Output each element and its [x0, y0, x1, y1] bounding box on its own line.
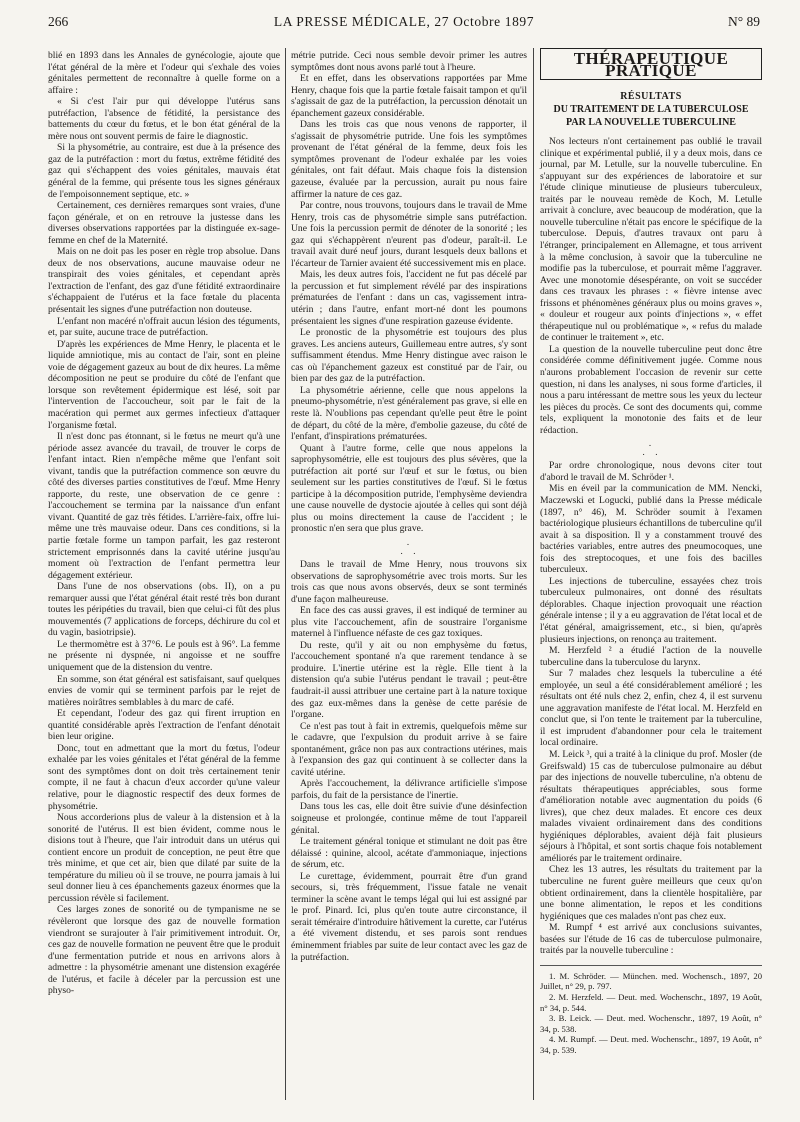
paragraph: Mis en éveil par la communication de MM. Nencki, Maczewski et Logucki, publié dans la Presse médicale (1897, n° 46), M. Schröder soumit à l'examen bactériologique plusieurs échantillons de tuberculine qu'il avait à sa disposition. Il y a constamment trouvé des bactéries variables, entre autres des pneumocoques, une fois des streptocoques, et une fois des bacilles tuberculeux. [540, 483, 762, 576]
footnotes [540, 965, 762, 1056]
paragraph: Le thermomètre est à 37°6. Le pouls est à 96°. La femme ne présente ni dyspnée, ni angoisse et ne souffre uniquement que de la distension du ventre. [48, 638, 280, 673]
paragraph: Ces larges zones de sonorité ou de tympanisme ne se révèleront que lorsque des gaz de nouvelle formation viendront se surajouter à l'air primitivement introduit. Or, ces gaz de nouvelle formation ne peuvent être que le produit d'une fermentation putride et nous en arrivons alors à admettre : la physométrie amenant une distension exagérée de l'utérus, et facile à déceler par la percussion est une physo- [48, 904, 280, 997]
article-heading-line-2: DU TRAITEMENT DE LA TUBERCULOSE [553, 104, 749, 116]
article-heading [540, 90, 762, 129]
column-divider-2 [533, 48, 534, 1100]
paragraph: Nos lecteurs n'ont certainement pas oublié le travail clinique et expérimental publié, il y a deux mois, dans ce journal, par M. Letulle, sur la nouvelle tuberculine. En s'appuyant sur des expériences de laboratoire et sur l'étude clinique minutieuse de plusieurs tuberculeux, traités par le nouveau remède de Koch, M. Letulle arrivait à conclure, avec beaucoup de modération, que la nouvelle tuberculine n'était pas encore le spécifique de la tuberculose. Depuis, d'autres travaux ont paru à l'étranger, principalement en Allemagne, et tous arrivent à la même conclusion, à savoir que la tuberculine ne modifie pas la tuberculose, et pourrait même l'aggraver. Avec une monotomie désespérante, on voit se succéder dans ces travaux les phrases : « fièvre intense avec frissons et phénomènes généraux plus ou moins graves », « douleur et rougeur aux points d'injections », « effet thérapeutique nul ou problématique », « refus du malade de continuer le traitement », etc. [540, 136, 762, 344]
column-divider-1 [285, 48, 286, 1100]
article-heading-line-3: PAR LA NOUVELLE TUBERCULINE [566, 117, 736, 129]
paragraph: L'enfant non macéré n'offrait aucun lésion des téguments, et, par suite, aucune trace de putréfaction. [48, 315, 280, 339]
paragraph: Si la physométrie, au contraire, est due à la présence des gaz de la putréfaction : mort du fœtus, extrême fétidité des gaz qui s'échappent des voies génitales, mauvais état général de la femme, qui présente tous les signes généraux de l'empoisonnement septique, etc. » [48, 142, 280, 200]
paragraph: Sur 7 malades chez lesquels la tuberculine a été employée, un seul a été considérablement amélioré ; les résultats ont été nuls chez 2, enfin, chez 4, il est survenu une aggravation manifeste de l'état local. M. Herzfeld en conclut que, si l'on tente le traitement par la tuberculine, il est imprudent d'abandonner pour cela le traitement local ordinaire. [540, 668, 762, 749]
footnote: 3. B. Leick. — Deut. med. Wochenschr., 1897, 19 Août, n° 34, p. 538. [540, 1013, 762, 1034]
paragraph: Mais, les deux autres fois, l'accident ne fut pas décelé par la percussion et fut simplement révélé par des inspirations prématurées de l'enfant : dans un cas, vagissement intra-utérin ; dans l'autre, enfant mort-né dont les poumons présentaient les signes d'une respiration gazeuse évidente. [291, 269, 527, 327]
paragraph: Mais on ne doit pas les poser en règle trop absolue. Dans deux de nos observations, aucune mauvaise odeur ne transpirait des voies génitales, et cependant après l'extraction de l'enfant, des gaz d'une fétidité extraordinaire s'échappaient de l'utérus et la face fœtale du placenta présentait les signes d'une putréfaction non douteuse. [48, 246, 280, 316]
paragraph: En face des cas aussi graves, il est indiqué de terminer au plus vite l'accouchement, afin de soustraire l'organisme maternel à l'influence néfaste de ces gaz toxiques. [291, 605, 527, 640]
paragraph: Donc, tout en admettant que la mort du fœtus, l'odeur exhalée par les voies génitales et l'état général de la femme sont des symptômes dont on doit très certainement tenir compte, il ne faut à chacun d'eux accorder qu'une valeur relative, pour le diagnostic respectif des deux formes de physométrie. [48, 742, 280, 812]
page-header [48, 14, 760, 34]
paragraph: Dans tous les cas, elle doit être suivie d'une désinfection soigneuse et prolongée, continue même de tout l'appareil génital. [291, 801, 527, 836]
paragraph: Les injections de tuberculine, essayées chez trois tuberculeux pulmonaires, ont donné des résultats déplorables. Chaque injection provoquait une réaction générale intense ; il y a eu aggravation de l'état local et de l'état général, amaigrissement, etc., si bien, qu'après plusieurs injections, on renonça au traitement. [540, 575, 762, 645]
paragraph: Dans les trois cas que nous venons de rapporter, il s'agissait de physométrie putride. Une fois les symptômes provenant de l'état général de la femme, deux fois les symptômes provenant de l'odeur exhalée par les voies génitales, ont fait défaut. Mais chaque fois la distension gazeuse, évaluée par la percussion, aurait pu nous faire affirmer la nature de ces gaz. [291, 119, 527, 200]
paragraph: métrie putride. Ceci nous semble devoir primer les autres symptômes dont nous avons parlé tout à l'heure. [291, 50, 527, 73]
paragraph: Du reste, qu'il y ait ou non emphysème du fœtus, l'accouchement spontané n'a que rarement tendance à se produire. L'inertie utérine est la règle. Elle tient à la distension qu'a subie l'utérus pendant le travail ; peut-être faudrait-il aussi attribuer une certaine part à la nature toxique des gaz eux-mêmes dans la genèse de cette parésie de l'organe. [291, 639, 527, 721]
article-body [540, 136, 762, 957]
article-heading-line-1: RÉSULTATS [620, 91, 682, 103]
column-3 [540, 48, 762, 1056]
paragraph: blié en 1893 dans les Annales de gynécologie, ajoute que l'état général de la mère et l'odeur qui s'exhale des voies génitales permettent de reconnaître à quelle forme on a affaire : [48, 50, 280, 96]
paragraph: Le pronostic de la physométrie est toujours des plus graves. Les anciens auteurs, Guillemeau entre autres, s'y sont suffisamment étendus. Mme Henry distingue avec raison le cas où l'épanchement gazeux est constitué par de l'air, ou bien par des gaz de la putréfaction. [291, 327, 527, 385]
section-title: THÉRAPEUTIQUE PRATIQUE [573, 49, 729, 80]
paragraph: Ce n'est pas tout à fait in extremis, quelquefois même sur le cadavre, que l'expulsion du produit arrive à se faire spontanément, grâce non pas aux contractions utérines, mais à l'expansion des gaz qui continuent à se collecter dans la cavité utérine. [291, 720, 527, 778]
paragraph: Chez les 13 autres, les résultats du traitement par la tuberculine ne furent guère meilleurs que ceux qu'on obtient ordinairement, dans la clientèle hospitalière, par une bonne alimentation, le repos et les conditions hygiéniques que ces malades n'ont pas chez eux. [540, 864, 762, 922]
paragraph: « Si c'est l'air pur qui développe l'utérus sans putréfaction, l'absence de fétidité, la persistance des battements du cœur du fœtus, et le bon état général de la mère nous ont souvent permis de faire le diagnostic. [48, 96, 280, 142]
paragraph: M. Herzfeld ² a étudié l'action de la nouvelle tuberculine dans la tuberculose du larynx. [540, 645, 762, 668]
paragraph: En somme, son état général est satisfaisant, sauf quelques envies de vomir qui se terminent parfois par le rejet de matières noirâtres semblables à du marc de café. [48, 673, 280, 708]
paragraph: Quant à l'autre forme, celle que nous appelons la saprophysométrie, elle est toujours des plus sévères, que la putréfaction ait porté sur l'œuf et sur le fœtus, ou bien seulement sur les parties constitutives de l'œuf. Si le fœtus participe à la décomposition putride, l'emphysème deviendra une cause nouvelle de dystocie ajoutée à celles qui sont déjà plus ou moins directement la cause de l'accident ; le pronostic n'en sera que plus grave. [291, 442, 527, 535]
section-separator: . . . [642, 438, 660, 458]
paragraph: Et en effet, dans les observations rapportées par Mme Henry, chaque fois que la partie fœtale faisait tampon et qu'il s'agissait de gaz de la putréfaction, la percussion dénotait un épanchement gazeux considérable. [291, 73, 527, 119]
section-separator: . . . [400, 536, 418, 556]
paragraph: D'après les expériences de Mme Henry, le placenta et le liquide amniotique, mis au contact de l'air, sont en pleine voie de dégagement gazeux au bout de dix heures. La même décomposition ne peut se produire du côté de l'enfant que lorsque son revêtement épidermique est lésé, soit par l'intervention de l'accoucheur, soit par le fait de la macération qui permet aux germes infectieux d'attaquer l'organisme fœtal. [48, 338, 280, 431]
column-2 [291, 50, 527, 963]
page-number: 266 [48, 14, 69, 29]
footnote: 1. M. Schröder. — München. med. Wochensch., 1897, 20 Juillet, n° 29, p. 797. [540, 970, 762, 992]
paragraph: Dans le travail de Mme Henry, nous trouvons six observations de saprophysométrie avec trois morts. Sur les trois cas que nous avons observés, deux se sont terminés d'une façon malheureuse. [291, 558, 527, 605]
paragraph: La physométrie aérienne, celle que nous appelons la pneumo-physométrie, n'est généralement pas grave, si elle en reste là. N'oublions pas cependant qu'elle peut être le point de départ, du côté de la mère, d'embolie gazeuse, du côté de l'enfant, d'inspirations prématurées. [291, 384, 527, 443]
column-1 [48, 50, 280, 997]
paragraph: Le curettage, évidemment, pourrait être d'un grand secours, si, très fréquemment, l'issue fatale ne venait terminer la scène avant le temps légal qui lui est assigné par le prof. Pinard. Ici, plus qu'en toute autre circonstance, il serait téméraire d'introduire hâtivement la curette, car l'utérus a été vivement distendu, et ses parois sont rendues éminemment friables par suite de leur contact avec les gaz de la putréfaction. [291, 870, 527, 963]
paragraph: La question de la nouvelle tuberculine peut donc être considérée comme définitivement jugée. Comme nous n'aurons probablement l'occasion de revenir sur cette question, ni dans les analyses, ni sous forme d'articles, il nous a paru intéressant de mettre sous les yeux du lecteur les pièces du procès. Ce sont des documents qui, comme tels, expliquent la monotonie des faits et de leur rédaction. [540, 343, 762, 436]
paragraph: Certainement, ces dernières remarques sont vraies, d'une façon générale, et on en retrouve la justesse dans les diverses observations rapportées par la distinguée ex-sage-femme en chef de la Maternité. [48, 200, 280, 246]
paragraph: Après l'accouchement, la délivrance artificielle s'impose parfois, du fait de la persistance de l'inertie. [291, 778, 527, 801]
issue-number: N° 89 [727, 14, 760, 29]
footnote: 2. M. Herzfeld. — Deut. med. Wochenschr., 1897, 19 Août, n° 34, p. 544. [540, 992, 762, 1013]
paragraph: Dans l'une de nos observations (obs. II), on a pu remarquer aussi que l'état général était resté très bon durant toutes les péripéties du travail, bien que celui-ci fût des plus mouvementés (7 applications de forceps, déchirure du col et du vagin, basiotripsie). [48, 581, 280, 639]
paragraph: Le traitement général tonique et stimulant ne doit pas être délaissé : quinine, alcool, acétate d'ammoniaque, injections de sérum, etc. [291, 836, 527, 871]
paragraph: Nous accorderions plus de valeur à la distension et à la sonorité de l'utérus. Il est bien évident, comme nous le disions tout à l'heure, que l'air introduit dans un utérus qui contient encore un produit de conception, ne peut être que très minime, et que cet air, bien que dilaté par suite de la température du milieu où il se trouve, ne pourra jamais à lui seul donner lieu à ces épanchements gazeux énormes que la percussion révèle si facilement. [48, 812, 280, 904]
running-title: LA PRESSE MÉDICALE, 27 Octobre 1897 [273, 14, 535, 29]
paragraph: M. Rumpf ⁴ est arrivé aux conclusions suivantes, basées sur l'étude de 16 cas de tuberculose pulmonaire, traités par la nouvelle tuberculine : [540, 922, 762, 957]
footnote: 4. M. Rumpf. — Deut. med. Wochenschr., 1897, 19 Août, n° 34, p. 539. [540, 1034, 762, 1055]
section-header-box [540, 48, 762, 80]
paragraph: Il n'est donc pas étonnant, si le fœtus ne meurt qu'à une période assez avancée du travail, de trouver le corps de l'enfant intact. Rien n'empêche même que l'enfant soit vivant, tandis que la putréfaction commence son œuvre du côté des diverses parties constitutives de l'œuf. Mme Henry rapporte, du reste, une observation de ce genre : l'accouchement se termina par la naissance d'un enfant vivant. Quantité de gaz très fétides. L'arrière-faix, offre lui-même une très mauvaise odeur. Dans ces conditions, si la partie fœtale forme un tampon parfait, les gaz resteront strictement emprisonnés dans la cavité utérine jusqu'au moment où l'extraction de l'enfant permettra leur dégagement extérieur. [48, 431, 280, 581]
paragraph: Par contre, nous trouvons, toujours dans le travail de Mme Henry, trois cas de physométrie simple sans putréfaction. Une fois la percussion permit de dénoter de la sonorité ; les gaz qui s'échappèrent n'eurent pas d'odeur, paraît-il. Le travail avait duré neuf jours, durant lesquels deux ballons et l'écarteur de Tarnier avaient été successivement mis en place. [291, 200, 527, 269]
paragraph: Par ordre chronologique, nous devons citer tout d'abord le travail de M. Schröder ¹. [540, 460, 762, 483]
paragraph: Et cependant, l'odeur des gaz qui firent irruption en quantité considérable après l'extraction de l'enfant dénotait bien leur origine. [48, 708, 280, 743]
paragraph: M. Leick ³, qui a traité à la clinique du prof. Mosler (de Greifswald) 15 cas de tuberculose pulmonaire au début par des injections de nouvelle tuberculine, n'a obtenu de résultats thérapeutiques appréciables, sous forme d'amélioration notable avec augmentation du poids (6 livres), que chez deux malades. Et encore ces deux malades vivaient ordinairement dans des conditions hygiéniques déplorables, avaient déjà fait plusieurs séjours à l'hôpital, et sont sortis chaque fois notablement améliorés par le traitement ordinaire. [540, 748, 762, 864]
